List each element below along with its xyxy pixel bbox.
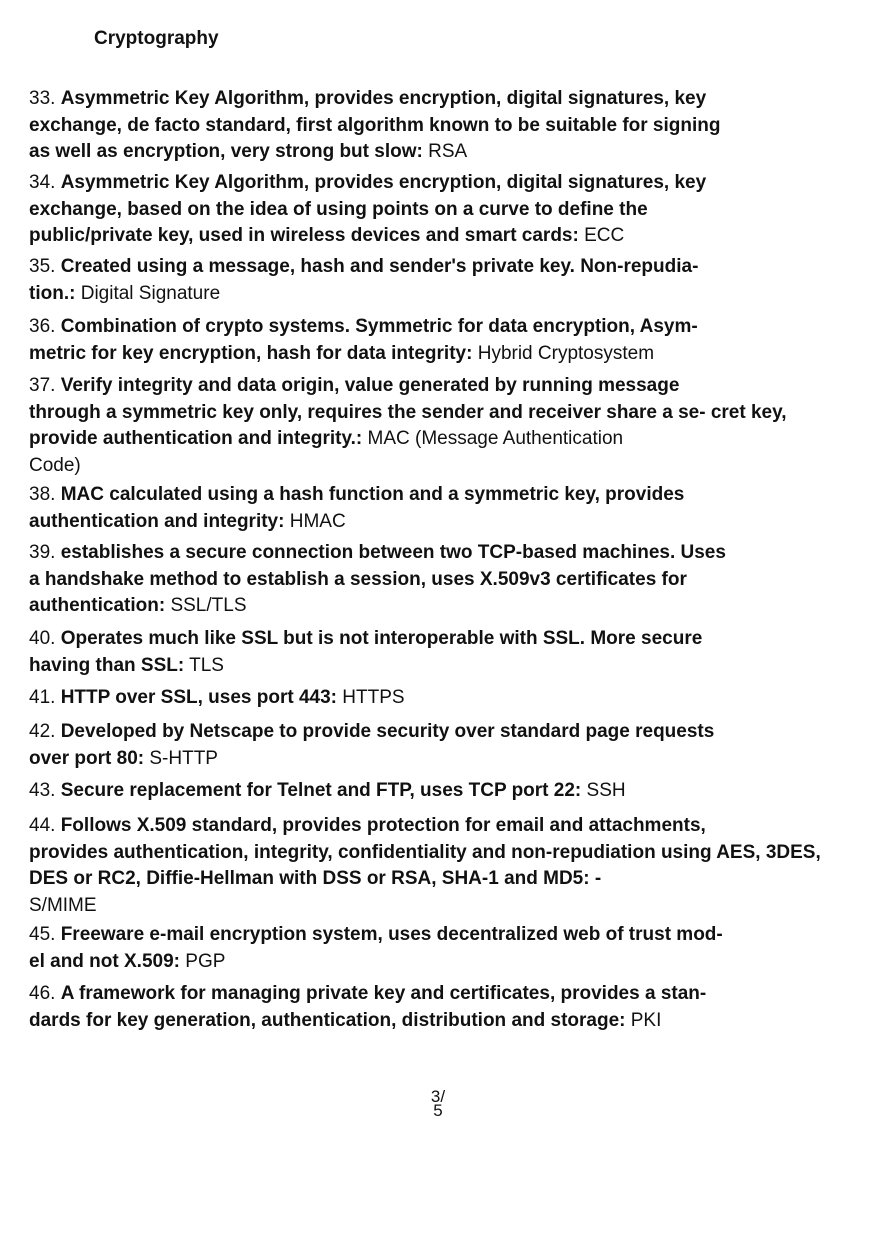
item-number: 39. (29, 542, 56, 563)
item-number: 35. (29, 256, 56, 277)
flashcard-line (29, 981, 706, 1008)
question-text: A framework for managing private key and certificates, provides a stan- (60, 983, 707, 1004)
question-text: HTTP over SSL, uses port 443: (60, 687, 337, 708)
flashcard-line (29, 314, 698, 341)
flashcard-item (29, 626, 702, 679)
flashcard-line (29, 509, 684, 536)
question-text: Created using a message, hash and sender's private key. Non-repudia- (60, 256, 699, 277)
question-text: DES or RC2, Diffie-Hellman with DSS or RSA, SHA-1 and MD5: - (29, 868, 602, 889)
flashcard-item (29, 778, 626, 805)
flashcard-line (29, 373, 787, 400)
flashcard-line (29, 400, 787, 427)
question-text: tion.: (29, 282, 76, 304)
item-number: 41. (29, 687, 56, 708)
flashcard-line (29, 281, 698, 308)
answer-text: PGP (185, 950, 226, 972)
flashcard-item (29, 86, 720, 166)
flashcard-line (29, 813, 821, 840)
question-text: as well as encryption, very strong but slow: (29, 141, 423, 162)
question-text: having than SSL: (29, 654, 185, 676)
item-number: 34. (29, 172, 56, 193)
flashcard-line (29, 840, 821, 867)
flashcard-item (29, 922, 723, 975)
question-text: Asymmetric Key Algorithm, provides encryption, digital signatures, key (60, 172, 707, 193)
item-number: 45. (29, 924, 56, 945)
flashcard-item (29, 314, 698, 367)
answer-text: Hybrid Cryptosystem (477, 342, 655, 364)
flashcard-line (29, 922, 723, 949)
flashcard-line (29, 426, 787, 453)
question-text: el and not X.509: (29, 950, 180, 972)
flashcard-line (29, 778, 626, 805)
item-number: 46. (29, 983, 56, 1004)
question-text: establishes a secure connection between two TCP-based machines. Uses (60, 542, 726, 563)
flashcard-line (29, 540, 726, 567)
flashcard-line (29, 197, 706, 224)
answer-text: HTTPS (342, 687, 405, 708)
question-text: authentication and integrity: (29, 510, 285, 532)
item-number: 42. (29, 721, 56, 742)
page-number-current: 3/ (430, 1087, 446, 1106)
answer-text: SSH (586, 780, 626, 801)
answer-text: MAC (Message Authentication (367, 428, 624, 449)
item-number: 43. (29, 780, 56, 801)
flashcard-line (29, 746, 714, 773)
question-text: Verify integrity and data origin, value generated by running message (60, 375, 680, 396)
flashcard-item (29, 813, 821, 919)
answer-text: S-HTTP (149, 747, 218, 769)
answer-text: TLS (189, 654, 224, 676)
flashcard-line (29, 719, 714, 746)
flashcard-line (29, 593, 726, 620)
flashcard-item (29, 254, 698, 307)
page-number-total: 5 (433, 1101, 443, 1120)
flashcard-line (29, 653, 702, 680)
answer-text: HMAC (289, 510, 346, 532)
question-text: MAC calculated using a hash function and a symmetric key, provides (60, 484, 685, 505)
flashcard-line (29, 223, 706, 250)
question-text: authentication: (29, 595, 166, 616)
question-text: metric for key encryption, hash for data integrity: (29, 342, 473, 364)
answer-text: ECC (584, 225, 625, 246)
question-text: public/private key, used in wireless devices and smart cards: (29, 225, 579, 246)
question-text: Asymmetric Key Algorithm, provides encryption, digital signatures, key (60, 88, 707, 109)
flashcard-item (29, 981, 706, 1034)
question-text: through a symmetric key only, requires the sender and receiver share a se- cret key, (29, 401, 787, 423)
question-text: provides authentication, integrity, confidentiality and non-repudiation using AES, 3DES, (29, 841, 821, 863)
page-title: Cryptography (94, 28, 219, 49)
question-text: over port 80: (29, 747, 145, 769)
answer-text: Digital Signature (80, 282, 221, 304)
flashcard-line (29, 453, 787, 480)
question-text: Freeware e-mail encryption system, uses decentralized web of trust mod- (60, 924, 723, 945)
answer-text: Code) (29, 454, 81, 476)
item-number: 37. (29, 375, 56, 396)
question-text: Operates much like SSL but is not interoperable with SSL. More secure (60, 628, 703, 649)
flashcard-line (29, 685, 405, 712)
answer-text: PKI (630, 1009, 662, 1031)
question-text: provide authentication and integrity.: (29, 428, 363, 449)
flashcard-line (29, 113, 720, 140)
question-text: Developed by Netscape to provide security over standard page requests (60, 721, 715, 742)
question-text: exchange, de facto standard, first algorithm known to be suitable for signing (29, 114, 721, 136)
flashcard-item (29, 719, 714, 772)
item-number: 33. (29, 88, 56, 109)
flashcard-line (29, 86, 720, 113)
flashcard-line (29, 626, 702, 653)
answer-text: S/MIME (29, 894, 97, 916)
question-text: Follows X.509 standard, provides protection for email and attachments, (60, 815, 706, 836)
flashcard-line (29, 949, 723, 976)
question-text: exchange, based on the idea of using points on a curve to define the (29, 198, 648, 220)
flashcard-line (29, 893, 821, 920)
item-number: 38. (29, 484, 56, 505)
question-text: Secure replacement for Telnet and FTP, uses TCP port 22: (60, 780, 582, 801)
item-number: 36. (29, 316, 56, 337)
flashcard-line (29, 1008, 706, 1035)
item-number: 40. (29, 628, 56, 649)
flashcard-item (29, 373, 787, 479)
flashcard-line (29, 254, 698, 281)
flashcard-item (29, 170, 706, 250)
flashcard-line (29, 139, 720, 166)
flashcard-line (29, 567, 726, 594)
answer-text: RSA (428, 141, 468, 162)
flashcard-line (29, 866, 821, 893)
question-text: dards for key generation, authentication, distribution and storage: (29, 1009, 626, 1031)
question-text: Combination of crypto systems. Symmetric for data encryption, Asym- (60, 316, 698, 337)
flashcard-item (29, 482, 684, 535)
page-number (428, 1087, 448, 1120)
question-text: a handshake method to establish a session, uses X.509v3 certificates for (29, 568, 687, 590)
flashcard-line (29, 341, 698, 368)
flashcard-line (29, 482, 684, 509)
flashcard-item (29, 540, 726, 620)
item-number: 44. (29, 815, 56, 836)
flashcard-item (29, 685, 405, 712)
flashcard-line (29, 170, 706, 197)
answer-text: SSL/TLS (170, 595, 247, 616)
